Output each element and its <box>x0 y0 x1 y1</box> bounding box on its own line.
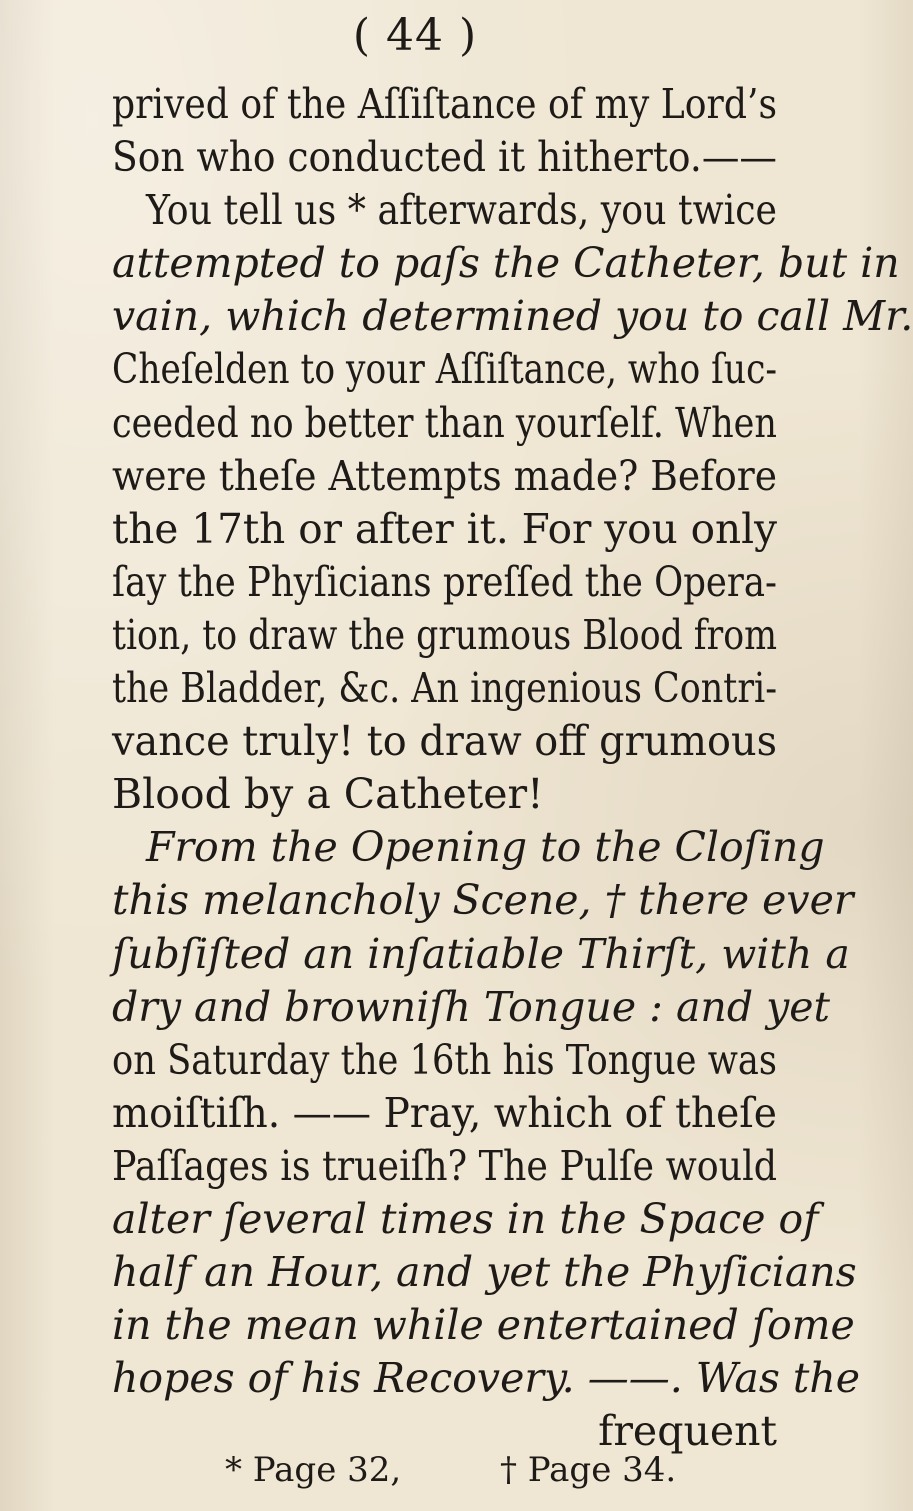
text-line-6: Cheſelden to your Aſſiſtance, who ſuc- <box>112 345 777 394</box>
body-text <box>112 78 913 1458</box>
footnote-asterisk: * Page 32, <box>225 1450 402 1490</box>
text-line-20: moiſtiſh. —— Pray, which of theſe <box>112 1088 777 1137</box>
text-line-21: Paſſages is trueiſh? The Pulſe would <box>112 1141 777 1190</box>
text-line-1: prived of the Aſſiſtance of my Lord’s <box>112 80 777 128</box>
footnote-dagger: † Page 34. <box>500 1450 677 1490</box>
text-line-22: alter ſeveral times in the Space of <box>112 1194 819 1243</box>
text-line-5: vain, which determined you to call Mr. <box>112 292 913 341</box>
text-line-14: Blood by a Catheter! <box>112 770 544 819</box>
catchword: frequent <box>598 1407 777 1456</box>
text-line-2: Son who conducted it hitherto.—— <box>112 133 777 182</box>
text-line-16: this melancholy Scene, † there ever <box>112 876 854 925</box>
text-line-18: dry and browniſh Tongue : and yet <box>112 982 831 1031</box>
text-line-9: the 17th or after it. For you only <box>112 504 777 553</box>
text-line-12: the Bladder, &c. An ingenious Contri- <box>112 664 777 713</box>
text-line-7: ceeded no better than yourſelf. When <box>112 398 777 447</box>
text-line-11: tion, to draw the grumous Blood from <box>112 610 777 659</box>
text-line-17: ſubſiſted an inſatiable Thirſt, with a <box>112 929 850 978</box>
text-line-23: half an Hour, and yet the Phyſicians <box>112 1248 857 1297</box>
text-line-19: on Saturday the 16th his Tongue was <box>112 1035 777 1084</box>
text-line-4: attempted to paſs the Catheter, but in <box>112 239 900 288</box>
page-number: ( 44 ) <box>352 10 478 61</box>
text-line-3: You tell us * afterwards, you twice <box>146 186 777 235</box>
text-line-24: in the mean while entertained ſome <box>112 1301 855 1350</box>
page-number-header <box>0 10 800 61</box>
text-line-25: hopes of his Recovery. ——. Was the <box>112 1354 861 1403</box>
text-line-13: vance truly! to draw off grumous <box>112 717 777 766</box>
text-line-15: From the Opening to the Cloſing <box>146 823 825 872</box>
text-line-10: ſay the Phyſicians preſſed the Opera- <box>112 557 777 606</box>
text-line-8: were theſe Attempts made? Before <box>112 451 777 500</box>
